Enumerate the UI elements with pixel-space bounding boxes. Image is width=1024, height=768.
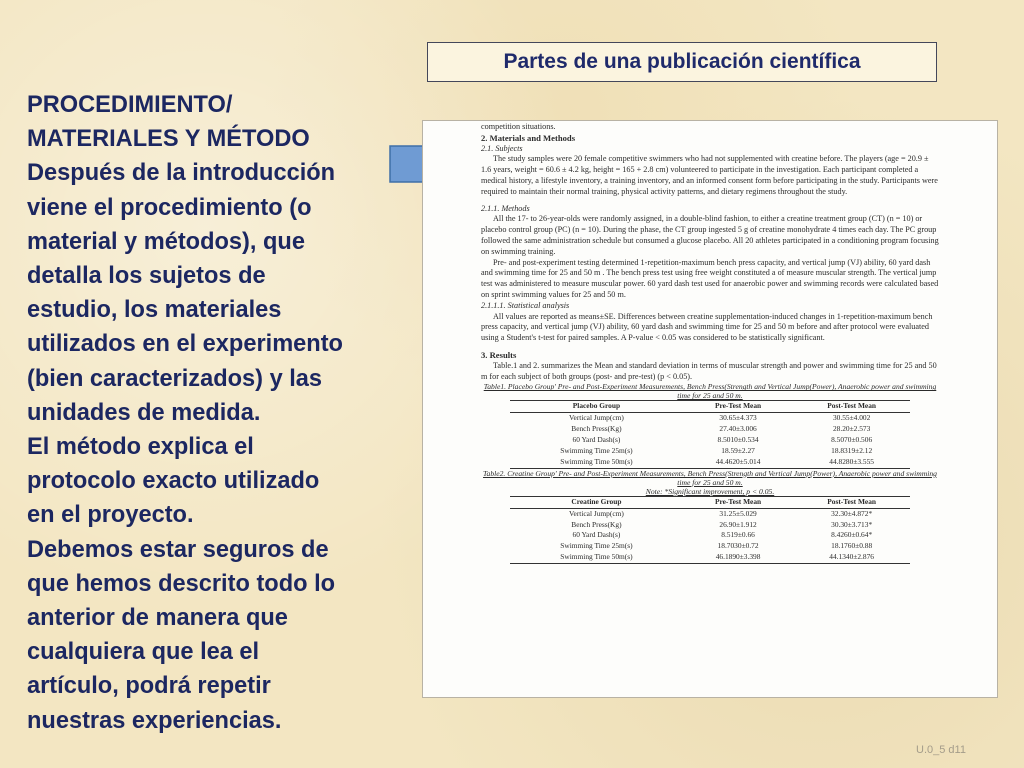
text-line: material y métodos), que [27,228,305,255]
table-cell: 60 Yard Dash(s) [572,435,621,445]
table-cell: 8.5070±0.506 [831,435,873,445]
table-cell: 28.20±2.573 [832,424,871,434]
text-line: MATERIALES Y MÉTODO [27,126,310,153]
table1 [510,400,910,468]
table-cell: 26.90±1.912 [719,519,757,529]
table-row [510,552,910,563]
table1-caption: Table1. Placebo Group' Pre- and Post-Experiment Measurements, Bench Press(Strength and Vertical Jump(Power), Anaerobic power and swimming time for 25 and 50 m. [483,382,937,401]
text-line: en el proyecto. [27,502,194,529]
table-header: Pre-Test Mean [683,401,793,413]
subsection-heading-stats: 2.1.1.1. Statistical analysis [481,300,570,310]
text-line: utilizados en el experimento [27,331,343,358]
methods-paragraph-2: Pre- and post-experiment testing determined 1-repetition-maximum bench press capacity, and vertical jump (VJ) ability, 60 yard dash and swimming time for 25 and 50 m . The bench press test using free weight constituted a of measure muscular strength. The vertical jump test was administered to measure muscular power. 60 yard dash test used for anaerobic power and swimming records were calculated based on sprint swimming values for 25 and 50 m. [481,257,939,299]
table-row [510,520,910,531]
table-row [510,413,910,424]
text-line: estudio, los materiales [27,297,282,324]
table-cell: 18.59±2.27 [721,445,755,455]
text-line: (bien caracterizados) y las [27,365,323,392]
table-cell: 30.30±3.713* [831,519,873,529]
table-cell: Swimming Time 25m(s) [560,445,633,455]
table-row [510,457,910,468]
table-cell: 18.8319±2.12 [831,445,873,455]
table2-caption: Table2. Creatine Group' Pre- and Post-Experiment Measurements, Bench Press(Strength and Vertical Jump(Power), Anaerobic power and swimming time for 25 and 50 m. [483,468,937,487]
table-cell: 44.4620±5.014 [683,457,793,468]
text-line: PROCEDIMIENTO/ [27,92,233,118]
subsection-heading-methods: 2.1.1. Methods [481,203,530,213]
text-line: que hemos descrito todo lo [27,570,336,597]
table-cell: Bench Press(Kg) [571,424,622,434]
subjects-paragraph: The study samples were 20 female competitive swimmers who had not supplemented with creatine before. The players (age = 20.9 ± 1.6 years, weight = 60.6 ± 4.2 kg, height = 165 + 2.8 cm) volunteered to participate in the investigation. Each participant completed a medical history, a lifestyle inventory, a training inventory, and an informed consent form before participating in the study. Participants were required to maintain their normal training, physical activity patterns, and dietary regimens throughout the study. [481,154,938,196]
table2 [510,496,910,564]
text-line: unidades de medida. [27,399,261,426]
section-heading-results: 3. Results [481,349,517,360]
table-cell: 8.4260±0.64* [831,530,873,540]
table-row [510,446,910,457]
paper-excerpt [422,120,998,698]
subsection-heading-subjects: 2.1. Subjects [481,143,523,153]
table-row [510,424,910,435]
table-cell: 32.30±4.872* [831,508,873,518]
table-cell: 60 Yard Dash(s) [572,530,621,540]
slide-footer: U.0_5 d11 [916,744,966,756]
text-line: nuestras experiencias. [27,707,282,734]
text-line: detalla los sujetos de [27,263,266,290]
slide-title: Partes de una publicación científica [503,50,861,73]
text-line: cualquiera que lea el [27,639,260,666]
table-cell: 18.1760±0.88 [831,541,873,551]
text-line: viene el procedimiento (o [27,194,312,221]
table2-note: Note: *Significant improvement, p < 0.05. [645,486,775,496]
table-row [510,541,910,552]
table-cell: 46.1890±3.398 [683,552,793,563]
text-line: artículo, podrá repetir [27,673,271,700]
table-cell: 18.7030±0.72 [717,541,759,551]
table-header: Post-Test Mean [793,401,910,413]
table-cell: Swimming Time 50m(s) [510,457,683,468]
table-cell: Swimming Time 25m(s) [560,541,633,551]
section-heading-materials: 2. Materials and Methods [481,132,576,143]
table-row [510,435,910,446]
table-header: Post-Test Mean [793,496,910,508]
table-cell: 8.519±0.66 [721,530,755,540]
text-line: protocolo exacto utilizado [27,468,320,495]
table-header: Pre-Test Mean [683,496,793,508]
table-row [510,530,910,541]
text-line: Después de la introducción [27,160,336,187]
table-cell: 30.55±4.002 [832,413,871,423]
table-row [510,508,910,519]
text-line: El método explica el [27,434,254,461]
table-header: Creatine Group [510,496,683,508]
slide-title-box [427,42,937,82]
left-text-block [27,88,412,738]
table-cell: Vertical Jump(cm) [569,413,624,423]
methods-paragraph-1: All the 17- to 26-year-olds were randomly assigned, in a double-blind fashion, to either a creatine treatment group (CT) (n = 10) or placebo control group (PC) (n = 10). During the phase, the CT group ingested 5 g of creatine monohydrate 4 times each day. The PC group followed the same administration schedule but consumed a glucose placebo. All 20 athletes participated in a conditioning program focusing on swimming training. [481,214,939,256]
table-cell: Bench Press(Kg) [571,519,622,529]
table-cell: 8.5010±0.534 [717,435,759,445]
table-cell: 31.25±5.029 [719,508,757,518]
table-cell: 30.65±4.373 [719,413,757,423]
paper-top-fragment: competition situations. [481,122,556,131]
table-cell: Vertical Jump(cm) [569,508,624,518]
table-cell: 27.40±3.006 [719,424,757,434]
table-cell: Swimming Time 50m(s) [510,552,683,563]
table-header: Placebo Group [510,401,683,413]
stats-paragraph: All values are reported as means±SE. Differences between creatine supplementation-induced changes in 1-repetition-maximum bench press capacity, and vertical jump (VJ) ability, 60 yard dash and swimming time for 25 and 50 m before and after protocol were evaluated using a Student's t-test for paired samples. A P-value < 0.05 was considered to be statistically significant. [481,311,933,343]
table-cell: 44.1340±2.876 [793,552,910,563]
results-paragraph: Table.1 and 2. summarizes the Mean and standard deviation in terms of muscular strength and power and swimming time for 25 and 50 m for each subject of both groups (post- and pre-test) (p < 0.05). [481,360,937,381]
text-line: Debemos estar seguros de [27,536,329,563]
text-line: anterior de manera que [27,605,288,632]
table-cell: 44.8280±3.555 [793,457,910,468]
